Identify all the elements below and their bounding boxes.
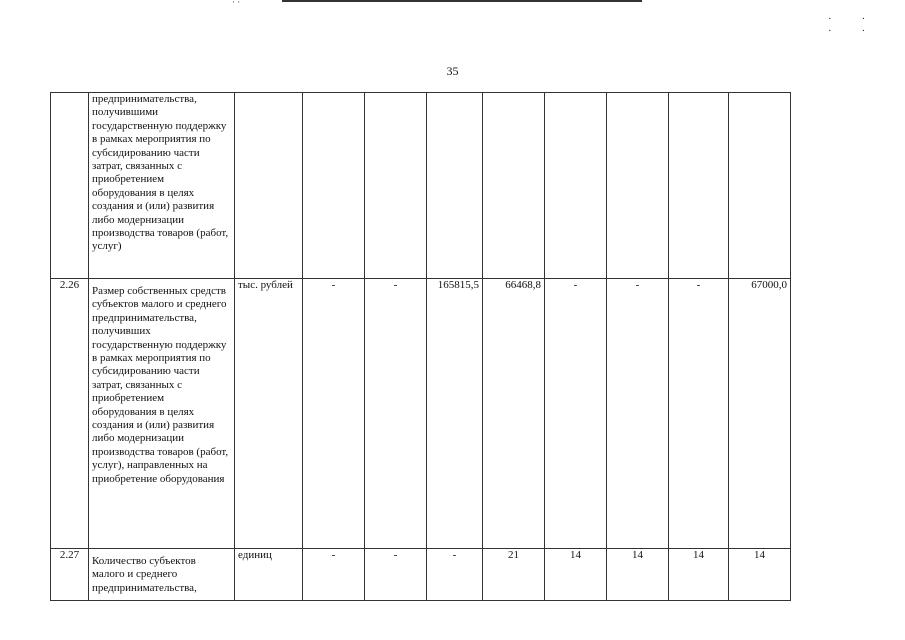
value-cell: - [365, 279, 427, 549]
value-cell: 165815,5 [427, 279, 483, 549]
row-number-cell: 2.26 [51, 279, 89, 549]
value-cell: 14 [607, 549, 669, 601]
value-cell [427, 93, 483, 279]
scan-specks: ·· ·· [828, 13, 896, 37]
value-cell: - [607, 279, 669, 549]
page-number: 35 [446, 64, 459, 78]
table-row-2-26 [51, 279, 791, 549]
value-cell: 14 [545, 549, 607, 601]
table-row-2-27 [51, 549, 791, 601]
table-row-continuation [51, 93, 791, 279]
indicator-name-cell: предпринимательства, получившими государственную поддержку в рамках мероприятия по субсидированию части затрат, связанных с приобретением оборудования в целях создания и (или) развития либо модернизации производства товаров (работ, услуг) [89, 93, 235, 279]
indicator-name-cell: Количество субъектов малого и среднего предпринимательства, [89, 549, 235, 601]
unit-cell: единиц [235, 549, 303, 601]
value-cell [607, 93, 669, 279]
row-number-cell [51, 93, 89, 279]
value-cell [303, 93, 365, 279]
row-number-cell: 2.27 [51, 549, 89, 601]
top-edge-mark: · · [232, 0, 241, 7]
indicator-name-cell: Размер собственных средств субъектов малого и среднего предпринимательства, получивших государственную поддержку в рамках мероприятия по субсидированию части затрат, связанных с приобретением оборудования в целях создания и (или) развития либо модернизации производства товаров (работ, услуг), направленных на приобретение оборудования [89, 279, 235, 549]
value-cell: - [365, 549, 427, 601]
value-cell: 21 [483, 549, 545, 601]
value-cell: - [669, 279, 729, 549]
value-cell: 66468,8 [483, 279, 545, 549]
value-cell [365, 93, 427, 279]
value-cell: - [545, 279, 607, 549]
value-cell: 14 [669, 549, 729, 601]
value-cell: - [427, 549, 483, 601]
value-cell [483, 93, 545, 279]
value-cell: - [303, 549, 365, 601]
unit-cell: тыс. рублей [235, 279, 303, 549]
unit-cell [235, 93, 303, 279]
top-rule [282, 0, 642, 2]
value-cell [729, 93, 791, 279]
value-cell [545, 93, 607, 279]
value-cell: 14 [729, 549, 791, 601]
value-cell: 67000,0 [729, 279, 791, 549]
value-cell [669, 93, 729, 279]
indicators-table [50, 92, 791, 601]
value-cell: - [303, 279, 365, 549]
